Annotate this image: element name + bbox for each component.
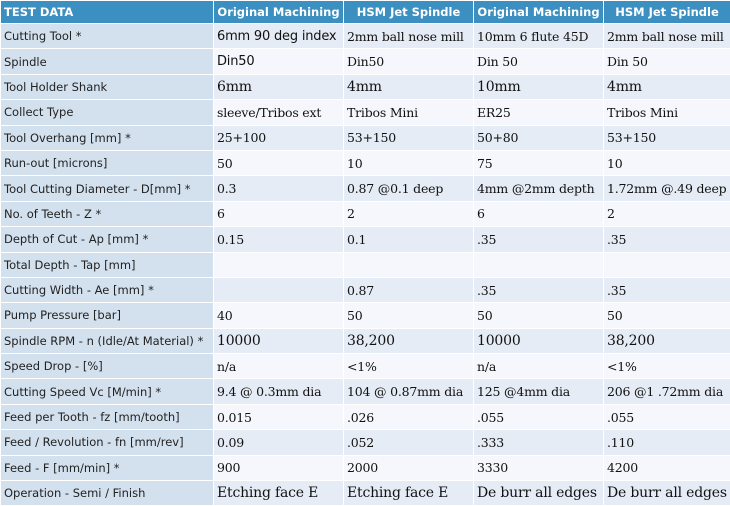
table-cell: 4mm xyxy=(344,74,474,99)
table-cell: 2000 xyxy=(344,455,474,480)
table-cell: 10 xyxy=(344,150,474,175)
table-cell: .35 xyxy=(604,227,730,252)
table-cell: Etching face E xyxy=(344,481,474,506)
table-cell: 9.4 @ 0.3mm dia xyxy=(214,379,344,404)
table-cell: 2mm ball nose mill xyxy=(344,24,474,49)
table-cell: .333 xyxy=(474,430,604,455)
row-label: Feed per Tooth - fz [mm/tooth] xyxy=(1,404,214,429)
table-cell: 10mm xyxy=(474,74,604,99)
row-label: Spindle RPM - n (Idle/At Material) * xyxy=(1,328,214,353)
row-label: Feed - F [mm/min] * xyxy=(1,455,214,480)
table-cell: 2 xyxy=(344,201,474,226)
table-row xyxy=(1,404,730,429)
table-cell: 125 @4mm dia xyxy=(474,379,604,404)
table-cell: 10 xyxy=(604,150,730,175)
table-cell: 75 xyxy=(474,150,604,175)
table-cell: 50 xyxy=(474,303,604,328)
table-row xyxy=(1,328,730,353)
table-cell: <1% xyxy=(604,354,730,379)
table-cell: 53+150 xyxy=(344,125,474,150)
table-cell: 50 xyxy=(604,303,730,328)
table-row xyxy=(1,354,730,379)
table-cell: 2 xyxy=(604,201,730,226)
table-cell xyxy=(344,252,474,277)
table-row xyxy=(1,125,730,150)
row-label: Depth of Cut - Ap [mm] * xyxy=(1,227,214,252)
table-cell: 50 xyxy=(214,150,344,175)
row-label: Total Depth - Tap [mm] xyxy=(1,252,214,277)
table-cell: ER25 xyxy=(474,100,604,125)
table-cell: 10000 xyxy=(474,328,604,353)
row-label: Speed Drop - [%] xyxy=(1,354,214,379)
table-cell: 1.72mm @.49 deep xyxy=(604,176,730,201)
table-cell: Tribos Mini xyxy=(344,100,474,125)
table-cell: 38,200 xyxy=(604,328,730,353)
table-row xyxy=(1,100,730,125)
table-cell: 6 xyxy=(474,201,604,226)
table-cell: 900 xyxy=(214,455,344,480)
table-row xyxy=(1,455,730,480)
table-row xyxy=(1,150,730,175)
table-cell: .35 xyxy=(474,227,604,252)
table-row xyxy=(1,176,730,201)
table-cell xyxy=(214,252,344,277)
table-cell: 4mm xyxy=(604,74,730,99)
header-original-machining-2: Original Machining xyxy=(474,1,604,24)
table-cell: Tribos Mini xyxy=(604,100,730,125)
table-cell: 3330 xyxy=(474,455,604,480)
table-row xyxy=(1,201,730,226)
table-cell: <1% xyxy=(344,354,474,379)
header-original-machining-1: Original Machining xyxy=(214,1,344,24)
row-label: Operation - Semi / Finish xyxy=(1,481,214,506)
row-label: Cutting Tool * xyxy=(1,24,214,49)
header-hsm-jet-spindle-2: HSM Jet Spindle xyxy=(604,1,730,24)
table-row xyxy=(1,74,730,99)
table-cell: sleeve/Tribos ext xyxy=(214,100,344,125)
table-cell: Din 50 xyxy=(604,49,730,74)
table-cell: .110 xyxy=(604,430,730,455)
row-label: Pump Pressure [bar] xyxy=(1,303,214,328)
table-cell: 0.1 xyxy=(344,227,474,252)
table-cell: 40 xyxy=(214,303,344,328)
table-cell: 10000 xyxy=(214,328,344,353)
table-cell: n/a xyxy=(214,354,344,379)
table-cell: 6 xyxy=(214,201,344,226)
row-label: No. of Teeth - Z * xyxy=(1,201,214,226)
table-cell: n/a xyxy=(474,354,604,379)
table-cell: Din50 xyxy=(214,49,344,74)
table-cell: 0.3 xyxy=(214,176,344,201)
table-cell xyxy=(474,252,604,277)
row-label: Tool Cutting Diameter - D[mm] * xyxy=(1,176,214,201)
table-cell: 10mm 6 flute 45D xyxy=(474,24,604,49)
header-hsm-jet-spindle-1: HSM Jet Spindle xyxy=(344,1,474,24)
header-row xyxy=(1,1,730,24)
table-cell xyxy=(604,252,730,277)
table-cell: 50+80 xyxy=(474,125,604,150)
table-cell: .35 xyxy=(474,277,604,302)
row-label: Tool Holder Shank xyxy=(1,74,214,99)
row-label: Spindle xyxy=(1,49,214,74)
row-label: Feed / Revolution - fn [mm/rev] xyxy=(1,430,214,455)
table-cell: 104 @ 0.87mm dia xyxy=(344,379,474,404)
table-cell: 0.09 xyxy=(214,430,344,455)
row-label: Cutting Speed Vc [M/min] * xyxy=(1,379,214,404)
table-cell: 2mm ball nose mill xyxy=(604,24,730,49)
table-cell: 0.87 @0.1 deep xyxy=(344,176,474,201)
table-row xyxy=(1,481,730,506)
table-cell: 25+100 xyxy=(214,125,344,150)
header-test-data: TEST DATA xyxy=(1,1,214,24)
table-cell: De burr all edges xyxy=(474,481,604,506)
table-cell: 53+150 xyxy=(604,125,730,150)
table-cell: Din 50 xyxy=(474,49,604,74)
row-label: Run-out [microns] xyxy=(1,150,214,175)
table-row xyxy=(1,277,730,302)
table-row xyxy=(1,303,730,328)
table-cell: 4200 xyxy=(604,455,730,480)
table-cell: .055 xyxy=(604,404,730,429)
table-cell: 4mm @2mm depth xyxy=(474,176,604,201)
table-row xyxy=(1,430,730,455)
row-label: Cutting Width - Ae [mm] * xyxy=(1,277,214,302)
table-cell: 0.87 xyxy=(344,277,474,302)
table-row xyxy=(1,252,730,277)
table-cell: 38,200 xyxy=(344,328,474,353)
table-row xyxy=(1,379,730,404)
table-cell: 6mm xyxy=(214,74,344,99)
table-cell: De burr all edges xyxy=(604,481,730,506)
table-cell: .35 xyxy=(604,277,730,302)
table-row xyxy=(1,49,730,74)
table-cell: .026 xyxy=(344,404,474,429)
table-cell: .052 xyxy=(344,430,474,455)
table-cell: 50 xyxy=(344,303,474,328)
row-label: Tool Overhang [mm] * xyxy=(1,125,214,150)
table-cell: 0.015 xyxy=(214,404,344,429)
table-cell: 0.15 xyxy=(214,227,344,252)
table-cell: 6mm 90 deg index xyxy=(214,24,344,49)
table-cell: 206 @1 .72mm dia xyxy=(604,379,730,404)
table-cell: Etching face E xyxy=(214,481,344,506)
table-cell: .055 xyxy=(474,404,604,429)
table-row xyxy=(1,24,730,49)
table-cell: Din50 xyxy=(344,49,474,74)
row-label: Collect Type xyxy=(1,100,214,125)
table-row xyxy=(1,227,730,252)
table-cell xyxy=(214,277,344,302)
